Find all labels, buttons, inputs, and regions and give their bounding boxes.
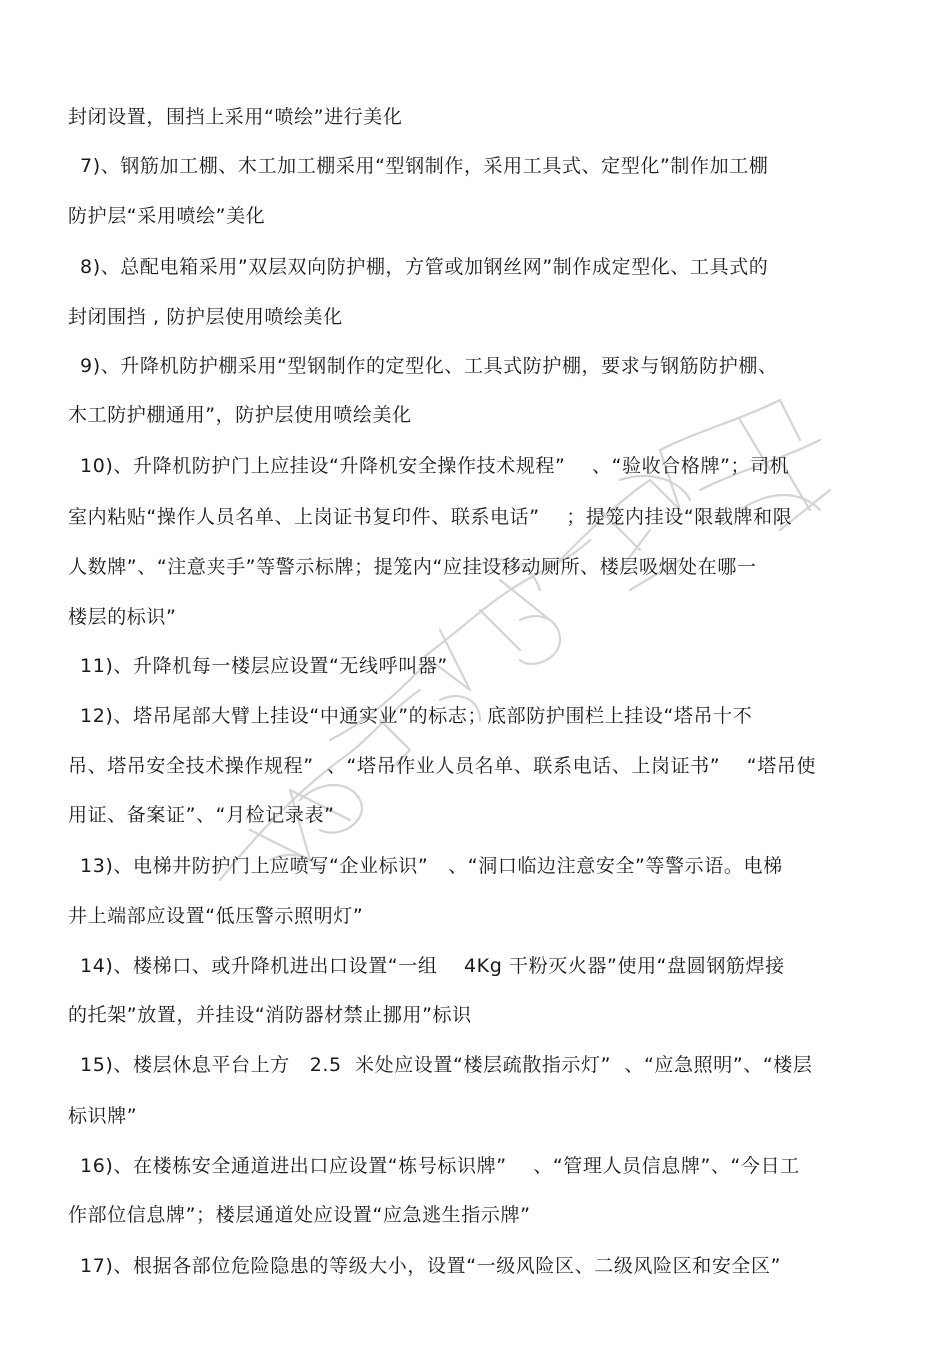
text-line: 12)、塔吊尾部大臂上挂设“中通实业”的标志；底部防护围栏上挂设“塔吊十不	[80, 705, 753, 727]
text-line: 用证、备案证”、“月检记录表”	[68, 804, 335, 826]
text-line: 防护层“采用喷绘”美化	[68, 205, 266, 227]
text-line: 封闭围挡 , 防护层使用喷绘美化	[68, 306, 343, 328]
text-line: 作部位信息牌”；楼层通道处应设置“应急逃生指示牌”	[68, 1204, 531, 1226]
text-line: 14)、楼梯口、或升降机进出口设置“一组 4Kg 干粉灭火器”使用“盘圆钢筋焊接	[80, 955, 785, 977]
text-line: 16)、在楼栋安全通道进出口应设置“栋号标识牌” 、“管理人员信息牌”、“今日工	[80, 1155, 800, 1177]
text-line: 8)、总配电箱采用”双层双向防护棚，方管或加钢丝网”制作成定型化、工具式的	[80, 256, 769, 278]
text-line: 17)、根据各部位危险隐患的等级大小，设置“一级风险区、二级风险区和安全区”	[80, 1255, 782, 1277]
text-line: 15)、楼层休息平台上方 2.5 米处应设置“楼层疏散指示灯” 、“应急照明”、“楼层	[80, 1054, 813, 1076]
watermark-stamp	[180, 360, 900, 920]
text-line: 9)、升降机防护棚采用“型钢制作的定型化、工具式防护棚，要求与钢筋防护棚、	[80, 355, 778, 377]
text-line: 标识牌”	[68, 1105, 138, 1127]
text-line: 木工防护棚通用”，防护层使用喷绘美化	[68, 404, 412, 426]
text-line: 吊、塔吊安全技术操作规程” 、“塔吊作业人员名单、联系电话、上岗证书” “塔吊使	[68, 755, 817, 777]
text-line: 的托架”放置，并挂设“消防器材禁止挪用”标识	[68, 1004, 472, 1026]
text-line: 13)、电梯井防护门上应喷写“企业标识” 、“洞口临边注意安全”等警示语。电梯	[80, 855, 783, 877]
text-line: 10)、升降机防护门上应挂设“升降机安全操作技术规程” 、“验收合格牌”；司机	[80, 455, 790, 477]
text-line: 11)、升降机每一楼层应设置“无线呼叫器”	[80, 655, 448, 677]
text-line: 7)、钢筋加工棚、木工加工棚采用“型钢制作，采用工具式、定型化”制作加工棚	[80, 155, 769, 177]
text-line: 井上端部应设置“低压警示照明灯”	[68, 905, 364, 927]
text-line: 室内粘贴“操作人员名单、上岗证书复印件、联系电话” ；提笼内挂设“限载牌和限	[68, 506, 793, 528]
text-line: 人数牌”、“注意夹手”等警示标牌；提笼内“应挂设移动厕所、楼层吸烟处在哪一	[68, 556, 757, 578]
text-line: 楼层的标识”	[68, 606, 177, 628]
text-line: 封闭设置，围挡上采用“喷绘”进行美化	[68, 106, 403, 128]
